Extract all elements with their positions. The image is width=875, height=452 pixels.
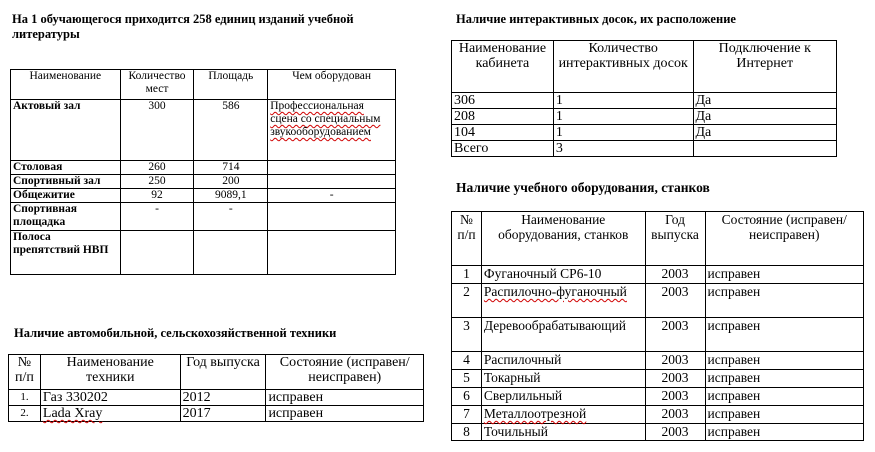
equipment-name-text: Металлоотрезной [483, 406, 587, 421]
facilities-header-equipped: Чем оборудован [268, 70, 396, 100]
facility-equipped [268, 175, 396, 189]
facility-name: Столовая [11, 161, 121, 175]
board-room: 104 [452, 125, 554, 141]
facility-area: 200 [194, 175, 268, 189]
vehicle-year: 2012 [180, 390, 266, 406]
facility-area: 586 [194, 100, 268, 161]
facilities-header-seats: Количество мест [120, 70, 194, 100]
facility-name: Актовый зал [11, 100, 121, 161]
equipment-year: 2003 [645, 318, 705, 352]
heading-equipment: Наличие учебного оборудования, станков [456, 180, 710, 195]
facility-equipped [268, 231, 396, 275]
facility-area: - [194, 203, 268, 231]
equipment-name: Распилочный [481, 352, 645, 370]
vehicle-number: 1. [9, 390, 41, 406]
equipment-number: 4 [452, 352, 482, 370]
table-row [452, 406, 864, 424]
equipment-number: 7 [452, 406, 482, 424]
facility-name: Спортивный зал [11, 175, 121, 189]
vehicle-name [40, 406, 180, 422]
table-row [11, 231, 396, 275]
vehicle-name-text: Lada Xray [42, 406, 103, 421]
table-row [452, 109, 837, 125]
vehicle-state: исправен [266, 390, 424, 406]
vehicle-number: 2. [9, 406, 41, 422]
equipment-year: 2003 [645, 352, 705, 370]
facility-seats: 250 [120, 175, 194, 189]
vehicle-year: 2017 [180, 406, 266, 422]
heading-vehicles: Наличие автомобильной, сельскохозяйственной техники [14, 326, 337, 340]
table-row [452, 125, 837, 141]
equipment-header-year: Год выпуска [645, 212, 705, 266]
equipment-name: Токарный [481, 370, 645, 388]
board-internet: Да [693, 109, 837, 125]
table-row [452, 93, 837, 109]
heading-literature: На 1 обучающегося приходится 258 единиц изданий учебной литературы [12, 12, 354, 41]
table-row [452, 424, 864, 441]
boards-header-internet: Подключение к Интернет [693, 41, 837, 93]
vehicles-header-state: Состояние (исправен/неисправен) [266, 355, 424, 390]
facility-name: Полоса препятствий НВП [11, 231, 121, 275]
table-row [11, 175, 396, 189]
board-internet: Да [693, 125, 837, 141]
facility-area [194, 231, 268, 275]
table-row [9, 406, 424, 422]
equipment-state: исправен [705, 284, 863, 318]
vehicles-table [8, 354, 424, 422]
equipment-name: Точильный [481, 424, 645, 441]
board-count: 1 [553, 93, 693, 109]
facility-equipped: - [268, 189, 396, 203]
equipment-header-number: № п/п [452, 212, 482, 266]
facility-equipped [268, 100, 396, 161]
table-row [452, 284, 864, 318]
table-row [452, 370, 864, 388]
table-row [452, 318, 864, 352]
equipment-state: исправен [705, 424, 863, 441]
board-count: 1 [553, 125, 693, 141]
equipment-name [481, 406, 645, 424]
facility-seats: - [120, 203, 194, 231]
table-row [11, 100, 396, 161]
equipment-name: Фуганочный СР6-10 [481, 266, 645, 284]
equipment-name [481, 284, 645, 318]
table-row [11, 189, 396, 203]
table-row [11, 161, 396, 175]
boards-table [451, 40, 837, 157]
boards-header-count: Количество интерактивных досок [553, 41, 693, 93]
equipment-name-text: Распилочно-фуганочный [483, 284, 627, 299]
board-count: 3 [553, 141, 693, 157]
facility-name: Общежитие [11, 189, 121, 203]
vehicle-state: исправен [266, 406, 424, 422]
equipment-number: 5 [452, 370, 482, 388]
table-row [452, 266, 864, 284]
equipment-year: 2003 [645, 406, 705, 424]
facility-area: 9089,1 [194, 189, 268, 203]
equipment-number: 2 [452, 284, 482, 318]
equipment-year: 2003 [645, 370, 705, 388]
vehicles-header-row [9, 355, 424, 390]
facilities-header-row [11, 70, 396, 100]
facilities-header-name: Наименование [11, 70, 121, 100]
equipment-name: Деревообрабатывающий [481, 318, 645, 352]
facilities-table [10, 69, 396, 275]
facility-equipped [268, 161, 396, 175]
heading-boards: Наличие интерактивных досок, их расположение [456, 12, 736, 26]
equipment-name: Сверлильный [481, 388, 645, 406]
board-room: 306 [452, 93, 554, 109]
equipment-header-state: Состояние (исправен/неисправен) [705, 212, 863, 266]
equipment-number: 1 [452, 266, 482, 284]
vehicles-header-number: № п/п [9, 355, 41, 390]
equipment-year: 2003 [645, 424, 705, 441]
board-count: 1 [553, 109, 693, 125]
equipment-year: 2003 [645, 388, 705, 406]
board-internet: Да [693, 93, 837, 109]
equipment-state: исправен [705, 370, 863, 388]
board-internet [693, 141, 837, 157]
facility-name: Спортивная площадка [11, 203, 121, 231]
equipment-table [451, 211, 864, 441]
facilities-header-area: Площадь [194, 70, 268, 100]
table-row [452, 352, 864, 370]
board-room: 208 [452, 109, 554, 125]
table-row [9, 390, 424, 406]
table-row [11, 203, 396, 231]
equipment-number: 6 [452, 388, 482, 406]
equipment-state: исправен [705, 352, 863, 370]
equipment-header-row [452, 212, 864, 266]
equipment-year: 2003 [645, 266, 705, 284]
facility-seats: 260 [120, 161, 194, 175]
vehicle-name: Газ 330202 [40, 390, 180, 406]
facility-equipped [268, 203, 396, 231]
facility-equipped-text: Профессиональная сцена со специальным звукооборудованием [270, 100, 381, 138]
equipment-number: 3 [452, 318, 482, 352]
equipment-year: 2003 [645, 284, 705, 318]
facility-seats [120, 231, 194, 275]
facility-seats: 92 [120, 189, 194, 203]
equipment-header-name: Наименование оборудования, станков [481, 212, 645, 266]
equipment-state: исправен [705, 388, 863, 406]
vehicles-header-year: Год выпуска [180, 355, 266, 390]
facility-seats: 300 [120, 100, 194, 161]
table-row [452, 388, 864, 406]
equipment-state: исправен [705, 266, 863, 284]
equipment-state: исправен [705, 406, 863, 424]
equipment-number: 8 [452, 424, 482, 441]
vehicles-header-name: Наименование техники [40, 355, 180, 390]
board-room: Всего [452, 141, 554, 157]
equipment-state: исправен [705, 318, 863, 352]
facility-area: 714 [194, 161, 268, 175]
boards-header-room: Наименование кабинета [452, 41, 554, 93]
boards-header-row [452, 41, 837, 93]
table-row [452, 141, 837, 157]
